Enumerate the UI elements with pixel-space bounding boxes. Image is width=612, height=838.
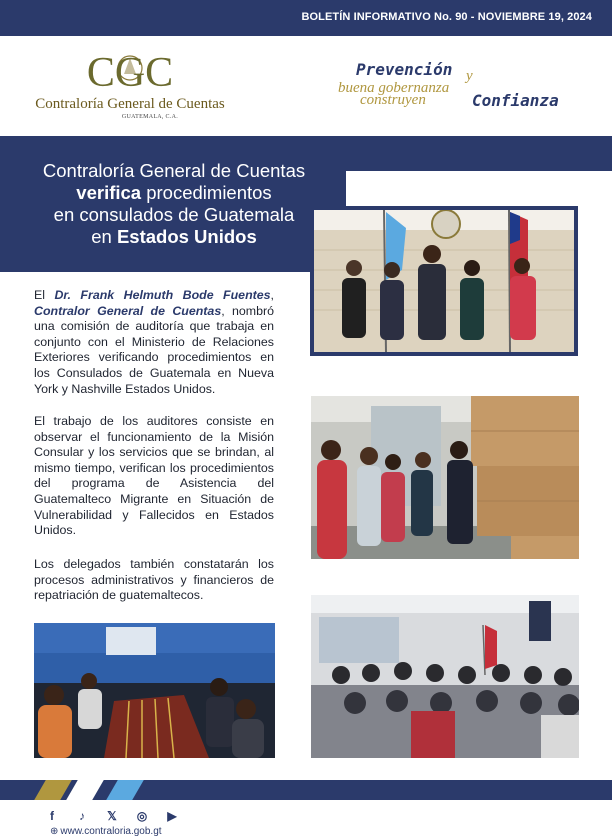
website-link[interactable]: ⊕ www.contraloria.gob.gt xyxy=(50,826,162,837)
headline-line-4: en Estados Unidos xyxy=(91,226,257,247)
top-bar xyxy=(0,0,612,36)
x-icon[interactable]: 𝕏 xyxy=(107,809,117,823)
article-paragraph-3: Los delegados también constatarán los procesos administrativos y financieros de repatriación de guatemaltecos. xyxy=(34,557,274,603)
photo-meeting-table xyxy=(34,623,275,758)
tiktok-icon[interactable]: ♪ xyxy=(79,809,85,823)
article-paragraph-2: El trabajo de los auditores consiste en observar el funcionamiento de la Misión Consular y los servicios que se brindan, al mismo tiempo, verifican los procedimientos del programa de Asistencia del Guatemalteco Migrante en Situación de Vulnerabilidad y Fallecidos en Estados Unidos. xyxy=(34,414,274,538)
org-subtitle: GUATEMALA, C.A. xyxy=(121,114,179,120)
article-paragraph-1: El Dr. Frank Helmuth Bode Fuentes, Contralor General de Cuentas, nombró una comisión de auditoría que trabaja en conjunto con el Ministerio de Relaciones Exteriores verificando procedimientos en los Consulados de Guatemala en Nueva York y Nashville Estados Unidos. xyxy=(34,288,274,396)
slogan-construyen: construyen xyxy=(360,92,426,108)
slogan-gobernanza: buena gobernanza xyxy=(338,80,450,96)
headline-line-1: Contraloría General de Cuentas xyxy=(42,160,306,181)
slogan xyxy=(330,60,590,120)
photo-consulate-boxes xyxy=(311,396,579,559)
slogan-y: y xyxy=(466,68,473,84)
photo-group-flags xyxy=(310,206,578,356)
bulletin-number: BOLETÍN INFORMATIVO No. 90 - NOVIEMBRE 19, 2024 xyxy=(301,11,592,23)
comptroller-name: Dr. Frank Helmuth Bode Fuentes xyxy=(54,288,271,302)
photo-audience-room xyxy=(311,595,579,758)
org-name: Contraloría General de Cuentas xyxy=(35,96,225,112)
social-links xyxy=(44,808,180,824)
headline-verb: verifica xyxy=(76,182,142,203)
logo-letters: CGC xyxy=(86,50,174,94)
headline-panel-extension xyxy=(346,139,612,171)
youtube-icon[interactable]: ▶ xyxy=(167,809,177,823)
comptroller-role: Contralor General de Cuentas xyxy=(34,303,222,318)
headline-country: Estados Unidos xyxy=(116,226,257,247)
cgc-logo xyxy=(30,48,230,128)
facebook-icon[interactable]: f xyxy=(50,809,54,823)
instagram-icon[interactable]: ◎ xyxy=(136,809,148,823)
headline xyxy=(14,160,334,248)
headline-line-3: en consulados de Guatemala xyxy=(53,204,295,225)
cgc-monogram-icon xyxy=(60,48,200,94)
slogan-prevencion: Prevención xyxy=(356,60,453,79)
globe-icon: ⊕ xyxy=(50,826,59,837)
headline-line-2: verifica procedimientos xyxy=(76,182,272,203)
slogan-confianza: Confianza xyxy=(472,91,559,110)
